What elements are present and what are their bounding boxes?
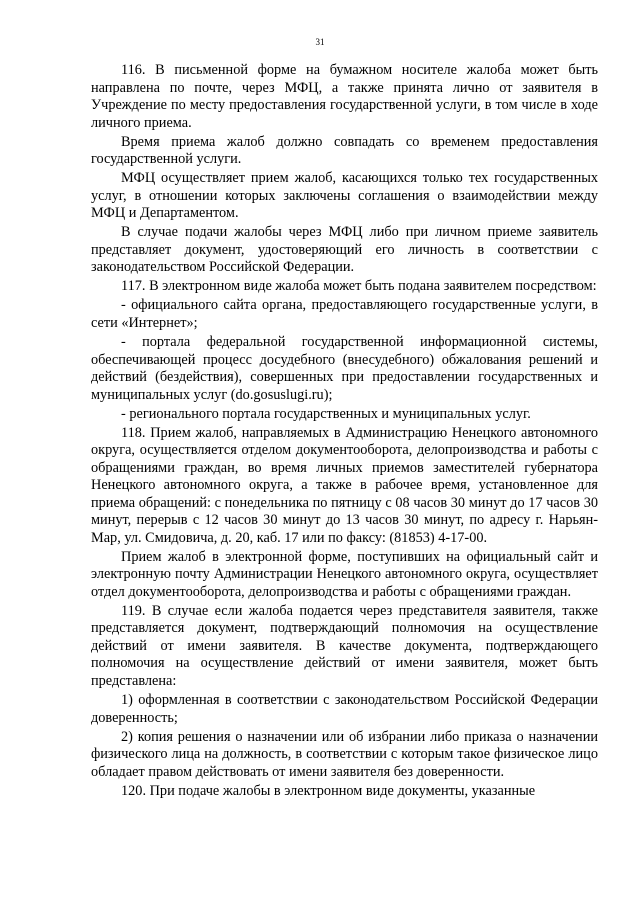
- list-item-federal-portal: - портала федеральной государственной информационной системы, обеспечивающей процесс досудебного (внесудебного) обжалования решений и действий (бездействия), совершенных при предоставлении государственных и муниципальных услуг (do.gosuslugi.ru);: [91, 334, 598, 403]
- list-item-regional-portal: - регионального портала государственных и муниципальных услуг.: [121, 405, 531, 422]
- paragraph-117: 117. В электронном виде жалоба может быть подана заявителем посредством:: [121, 278, 597, 295]
- paragraph-119: 119. В случае если жалоба подается через представителя заявителя, также представляется документ, подтверждающий полномочия на осуществление действий от имени заявителя. В качестве документа, подтверждающего полномочия на осуществление действий от имени заявителя, может быть представлена:: [91, 602, 598, 689]
- page-number: 31: [315, 37, 325, 47]
- paragraph-mfc-reception: МФЦ осуществляет прием жалоб, касающихся только тех государственных услуг, в отношении которых заключены соглашения о взаимодействии между МФЦ и Департаментом.: [91, 170, 598, 222]
- paragraph-reception-time: Время приема жалоб должно совпадать со временем предоставления государственной услуги.: [91, 133, 598, 168]
- paragraph-120: 120. При подаче жалобы в электронном виде документы, указанные: [121, 782, 536, 799]
- paragraph-electronic-reception: Прием жалоб в электронной форме, поступивших на официальный сайт и электронную почту Администрации Ненецкого автономного округа, осуществляет отдел документооборота, делопроизводства и работы с обращениями граждан.: [91, 548, 598, 600]
- paragraph-identity-document: В случае подачи жалобы через МФЦ либо при личном приеме заявитель представляет документ, удостоверяющий его личность в соответствии с законодательством Российской Федерации.: [91, 224, 598, 276]
- list-item-power-of-attorney: 1) оформленная в соответствии с законодательством Российской Федерации доверенность;: [91, 692, 598, 726]
- list-item-appointment-decision: 2) копия решения о назначении или об избрании либо приказа о назначении физического лица на должность, в соответствии с которым такое физическое лицо обладает правом действовать от имени заявителя без доверенности.: [91, 728, 598, 780]
- list-item-official-site: - официального сайта органа, предоставляющего государственные услуги, в сети «Интернет»;: [91, 297, 598, 331]
- document-body: [91, 62, 598, 802]
- paragraph-116: 116. В письменной форме на бумажном носителе жалоба может быть направлена по почте, через МФЦ, а также принята лично от заявителя в Учреждение по месту предоставления государственной услуги, в том числе в ходе личного приема.: [91, 62, 598, 131]
- paragraph-118: 118. Прием жалоб, направляемых в Администрацию Ненецкого автономного округа, осуществляется отделом документооборота, делопроизводства и работы с обращениями граждан, во время личных приемов заместителей губернатора Ненецкого автономного округа, а также в рабочее время, установленное для приема обращений: с понедельника по пятницу с 08 часов 30 минут до 17 часов 30 минут, перерыв с 12 часов 30 минут до 13 часов 30 минут, по адресу г. Нарьян-Мар, ул. Смидовича, д. 20, каб. 17 или по факсу: (81853) 4-17-00.: [91, 424, 598, 546]
